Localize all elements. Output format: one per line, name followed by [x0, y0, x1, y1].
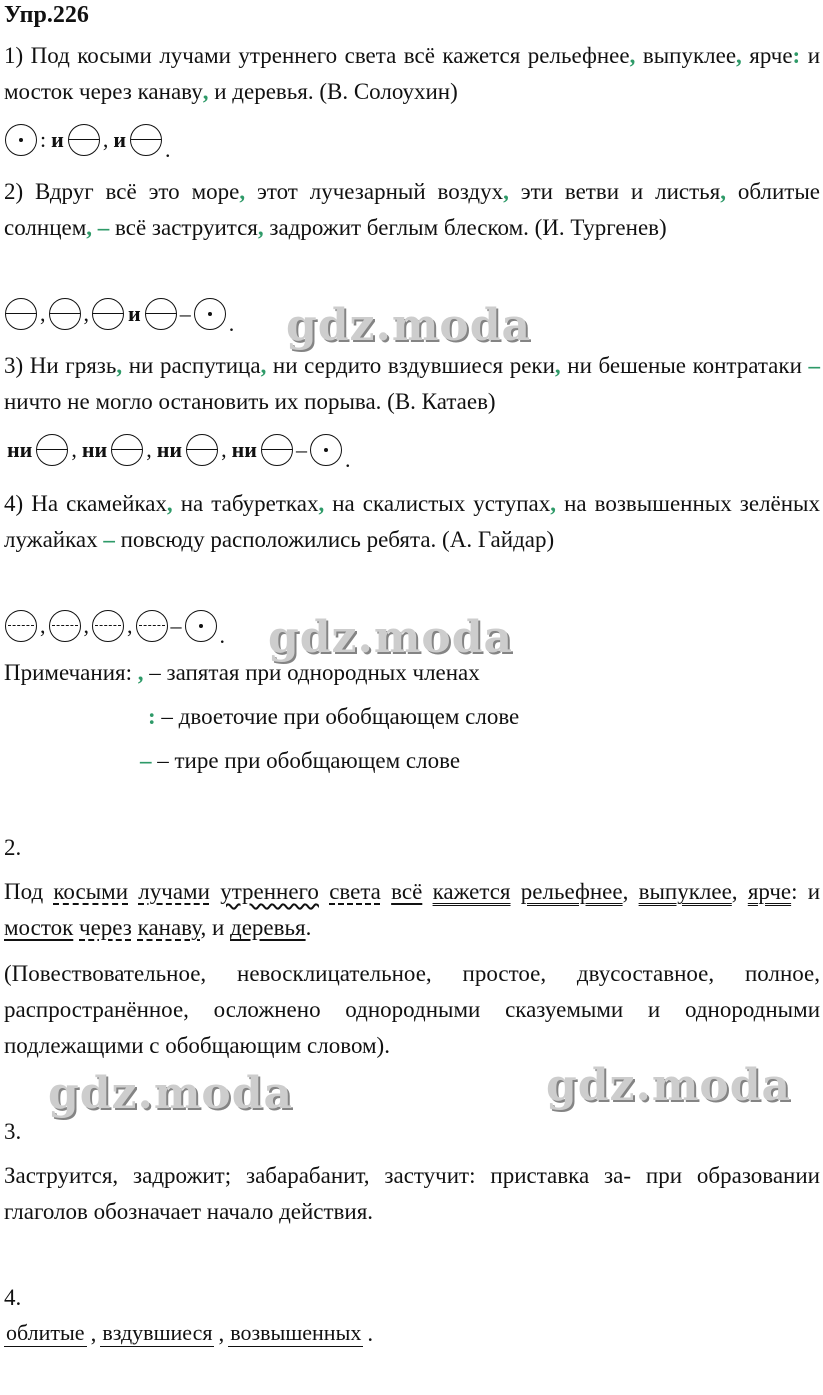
watermark: gdz.moda [48, 1068, 294, 1119]
watermark: gdz.moda [286, 300, 532, 351]
scheme-4: , , , – . [4, 608, 227, 644]
homogeneous-subject-circle [130, 124, 162, 156]
scheme-2: , , и – . [4, 296, 236, 332]
scheme-1: : и , и . [4, 122, 173, 158]
section-3-text: Заструится, задрожит; забарабанит, застучит: приставка за- при образовании глаголов обозначает начало действия. [4, 1163, 820, 1224]
generalizing-word-circle [5, 124, 37, 156]
homogeneous-subject-circle [68, 124, 100, 156]
morpheme-word: облитые [6, 1320, 85, 1345]
notes-row-3: – – тире при обобщающем слове [140, 748, 461, 773]
comma-mark: , [629, 43, 636, 68]
notes-row-1: Примечания: , – запятая при однородных членах [4, 660, 480, 685]
section-2-number: 2. [4, 835, 22, 860]
subject-underline: всё [391, 879, 423, 904]
watermark: gdz.moda [268, 612, 514, 663]
section-4-words: облитые , вздувшиеся , возвышенных . [6, 1320, 374, 1346]
comma-mark: , [202, 79, 209, 104]
sentence-3: 3) Ни грязь, ни распутица, ни сердито вздувшиеся реки, ни бешеные контратаки – ничто не могло остановить их порыва. (В. Катаев) [4, 353, 820, 414]
colon-mark: : [792, 43, 801, 68]
sentence-2: 2) Вдруг всё это море, этот лучезарный воздух, эти ветви и листья, облитые солнцем, – всё заструится, задрожит беглым блеском. (И. Тургенев) [4, 179, 821, 240]
section-3-number: 3. [4, 1119, 22, 1144]
morpheme-word: вздувшиеся [102, 1320, 213, 1345]
sentence-4: 4) На скамейках, на табуретках, на скалистых уступах, на возвышенных зелёных лужайках – повсюду расположились ребята. (А. Гайдар) [4, 491, 821, 552]
predicate-underline: кажется [432, 879, 511, 904]
scheme-3: ни , ни , ни , ни – . [4, 432, 352, 468]
sentence-1: 1) Под косыми лучами утреннего света всё кажется рельефнее, выпуклее, ярче: и мосток через канаву, и деревья. (В. Солоухин) [4, 43, 820, 104]
section-2-description: (Повествовательное, невосклицательное, простое, двусоставное, полное, распространённое, осложнено однородными сказуемыми и однородными подлежащими с обобщающим словом). [4, 961, 820, 1058]
section-4-number: 4. [4, 1285, 22, 1310]
notes-row-2: : – двоеточие при обобщающем слове [148, 704, 520, 729]
watermark: gdz.moda [546, 1060, 792, 1111]
comma-mark: , [736, 43, 742, 68]
exercise-title: Упр.226 [4, 2, 89, 28]
section-2-sentence: Под косыми лучами утреннего света всё кажется рельефнее, выпуклее, ярче: и мосток через канаву, и деревья. [4, 879, 821, 940]
predicate-like-underline: косыми [53, 879, 129, 904]
morpheme-word: возвышенных [230, 1320, 362, 1345]
